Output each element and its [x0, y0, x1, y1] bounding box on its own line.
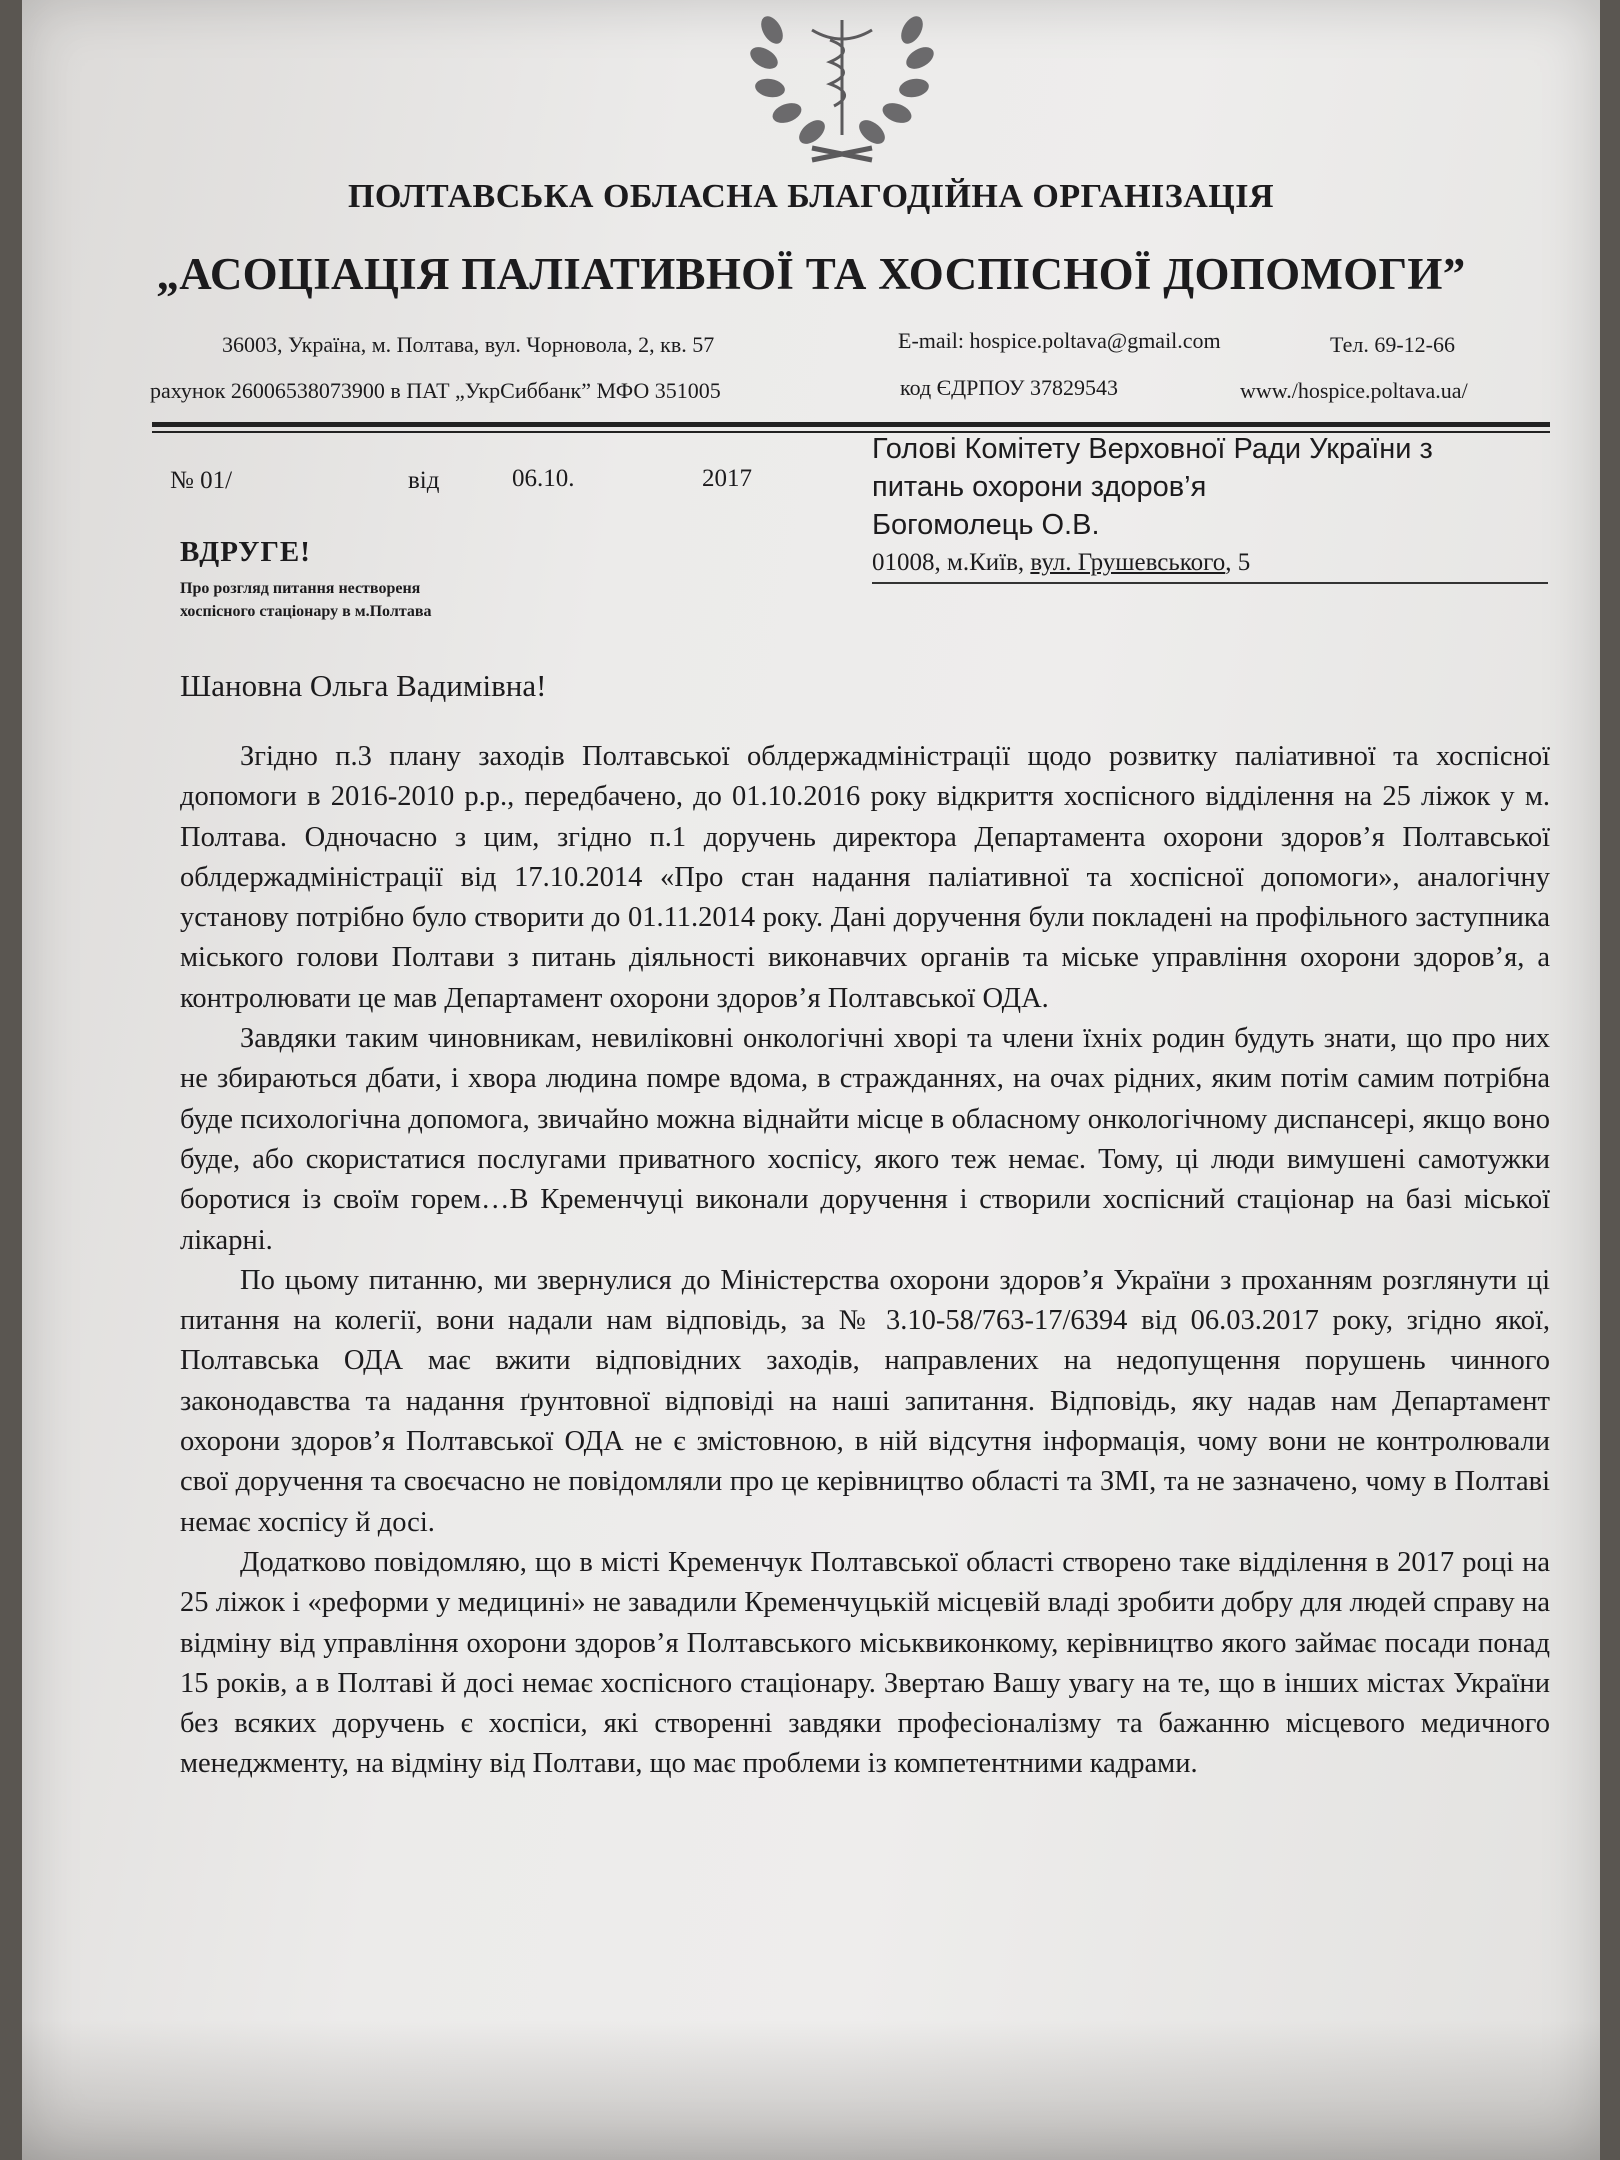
addressee-line: Голові Комітету Верховної Ради України з [872, 433, 1433, 465]
address-street: вул. Грушевського [1030, 549, 1226, 576]
letterhead-rule-thick [152, 422, 1550, 427]
subject-line-2: хоспісного стаціонару в м.Полтава [180, 603, 432, 620]
address-prefix: 01008, м.Київ, [872, 549, 1031, 576]
subject-line-1: Про розгляд питання нествореня [180, 580, 421, 597]
postal-address: 36003, Україна, м. Полтава, вул. Чорновола, 2, кв. 57 [222, 332, 715, 357]
salutation: Шановна Ольга Вадимівна! [180, 668, 547, 703]
page-shadow [22, 2020, 1600, 2160]
body-paragraph: Додатково повідомляю, що в місті Кременчук Полтавської області створено таке відділення в 2017 році на 25 ліжок і «реформи у медицині» не завадили Кременчуцькій місцевій владі зробити добру для людей справу на відміну від управління охорони здоров’я Полтавського міськвиконкому, керівництво якого займає посади понад 15 років, а в Полтаві й досі немає хоспісного стаціонару. Звертаю Вашу увагу на те, що в інших містах України без всяких доручень є хоспіси, які створенні завдяки професіоналізму та бажанню місцевого медичного менеджменту, на відміну від Полтави, що має проблеми із компетентними кадрами. [180, 1546, 1550, 1780]
addressee-rule [872, 582, 1548, 584]
body-paragraph: Згідно п.3 плану заходів Полтавської облдержадміністрації щодо розвитку паліативної та хоспісної допомоги в 2016-2010 р.р., передбачено, до 01.10.2016 року відкриття хоспісного відділення на 25 ліжок у м. Полтава. Одночасно з цим, згідно п.1 доручень директора Департамента охорони здоров’я Полтавської облдержадміністрації від 17.10.2014 «Про стан надання паліативної та хоспісної допомоги», аналогічну установу потрібно було створити до 01.11.2014 року. Дані доручення були покладені на профільного заступника міського голови Полтави з питань діяльності виконавчих органів та міське управління охорони здоров’я, а контролювати це мав Департамент охорони здоров’я Полтавської ОДА. [180, 741, 1550, 1014]
bank-account: рахунок 26006538073900 в ПАТ „УкрСиббанк” МФО 351005 [150, 378, 721, 403]
organization-title: „АСОЦІАЦІЯ ПАЛІАТИВНОЇ ТА ХОСПІСНОЇ ДОПОМОГИ” [156, 249, 1466, 299]
registration-number: № 01/ [170, 467, 233, 494]
letter-body [180, 737, 1550, 1785]
registration-date: 06.10. [512, 465, 575, 492]
medical-emblem-logo [712, 0, 972, 165]
body-paragraph: Завдяки таким чиновникам, невиліковні онкологічні хворі та члени їхніх родин будуть знати, що про них не збираються дбати, і хвора людина помре вдома, в стражданнях, на очах рідних, яким потім самим потрібна буде психологічна допомога, звичайно можна віднайти місце в обласному онкологічному диспансері, якщо воно буде, або скористатися послугами приватного хоспісу, якого теж немає. Тому, ці люди вимушені самотужки боротися із своїм горем…В Кременчуці виконали доручення і створили хоспісний стаціонар на базі міської лікарні. [180, 1023, 1550, 1256]
addressee-block [872, 430, 1562, 580]
again-heading: ВДРУГЕ! [180, 536, 311, 568]
body-paragraph: По цьому питанню, ми звернулися до Міністерства охорони здоров’я України з проханням розглянути ці питання на колегії, вони надали нам відповідь, за № 3.10-58/763-17/6394 від 06.03.2017 року, згідно якої, Полтавська ОДА має вжити відповідних заходів, направлених на недопущення порушень чинного законодавства та надання ґрунтовної відповіді на наші запитання. Відповідь, яку надав нам Департамент охорони здоров’я Полтавської ОДА не є змістовною, в ній відсутня інформація, чому вони не контролювали свої доручення та своєчасно не повідомляли про це керівництво області та ЗМІ, та не зазначено, чому в Полтаві немає хоспісу й досі. [180, 1264, 1550, 1538]
phone: Тел. 69-12-66 [1330, 332, 1455, 357]
addressee-address [872, 546, 1562, 580]
edrpou-code: код ЄДРПОУ 37829543 [900, 375, 1119, 400]
letter-sheet [22, 0, 1600, 2160]
addressee-name: Богомолець О.В. [872, 509, 1100, 541]
website: www./hospice.poltava.ua/ [1240, 378, 1468, 403]
address-suffix: , 5 [1225, 549, 1251, 576]
registration-from-label: від [408, 467, 440, 494]
subject-line [180, 577, 580, 623]
email: E-mail: hospice.poltava@gmail.com [898, 328, 1221, 353]
organization-name: ПОЛТАВСЬКА ОБЛАСНА БЛАГОДІЙНА ОРГАНІЗАЦІЯ [347, 178, 1275, 215]
registration-year: 2017 [702, 465, 752, 492]
addressee-line: питань охорони здоров’я [872, 471, 1207, 503]
